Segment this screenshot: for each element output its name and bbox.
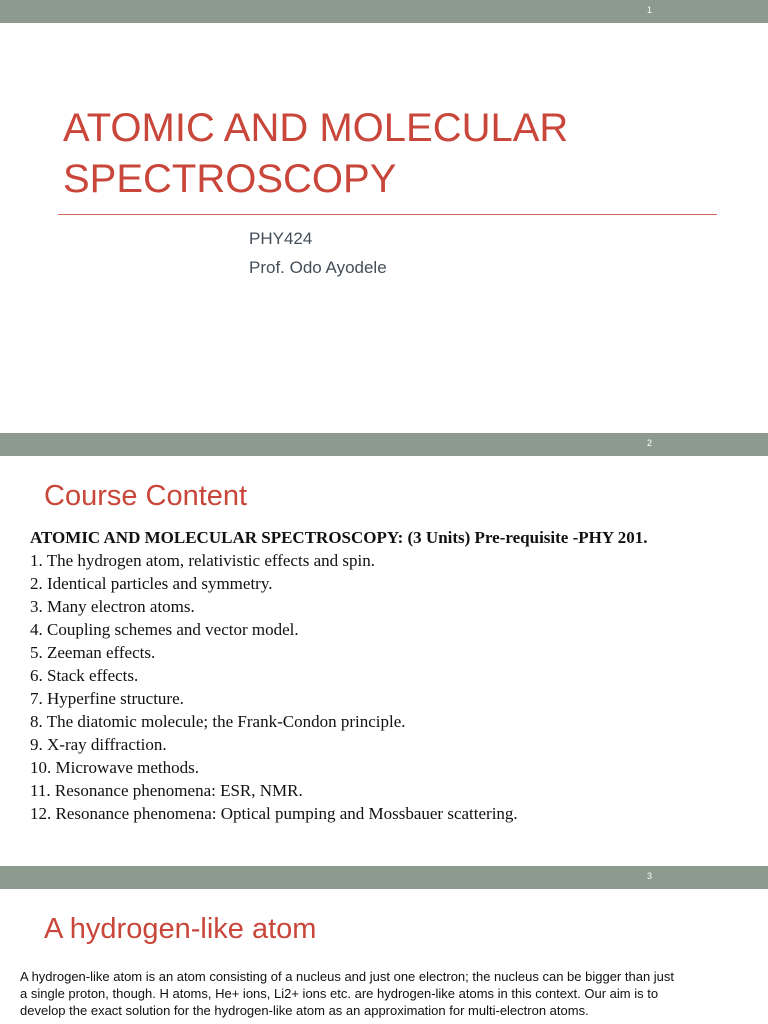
slide-1-title-line-1: ATOMIC AND MOLECULAR bbox=[63, 106, 569, 150]
list-item: 7. Hyperfine structure. bbox=[30, 689, 184, 708]
slide-3-header-bar bbox=[0, 866, 768, 889]
list-item: 11. Resonance phenomena: ESR, NMR. bbox=[30, 781, 303, 800]
list-item: 6. Stack effects. bbox=[30, 666, 139, 685]
list-item: 1. The hydrogen atom, relativistic effects and spin. bbox=[30, 551, 375, 570]
slide-3-paragraph bbox=[20, 968, 755, 1019]
slide-2 bbox=[0, 456, 768, 866]
list-item: 10. Microwave methods. bbox=[30, 758, 200, 777]
slide-2-header-bar bbox=[0, 433, 768, 456]
paragraph-line: A hydrogen-like atom is an atom consisting of a nucleus and just one electron; the nucleus can be bigger than just bbox=[20, 969, 675, 984]
slide-2-title: Course Content bbox=[44, 480, 248, 512]
list-item: 5. Zeeman effects. bbox=[30, 643, 156, 662]
lecturer-name: Prof. Odo Ayodele bbox=[249, 258, 387, 277]
slide-3-title: A hydrogen-like atom bbox=[44, 913, 317, 945]
slide-1-header-bar bbox=[0, 0, 768, 23]
list-item: 2. Identical particles and symmetry. bbox=[30, 574, 273, 593]
slide-2-number: 2 bbox=[646, 438, 652, 448]
slide-3-number: 3 bbox=[646, 871, 652, 881]
slide-1 bbox=[0, 23, 768, 433]
slide-1-number: 1 bbox=[646, 5, 652, 15]
course-content-list bbox=[30, 526, 648, 825]
title-divider bbox=[58, 214, 717, 215]
slide-1-subtitle bbox=[249, 224, 387, 282]
list-item: 12. Resonance phenomena: Optical pumping and Mossbauer scattering. bbox=[30, 804, 518, 823]
course-code: PHY424 bbox=[249, 229, 313, 248]
list-item: 4. Coupling schemes and vector model. bbox=[30, 620, 299, 639]
list-item: 3. Many electron atoms. bbox=[30, 597, 195, 616]
list-item: 8. The diatomic molecule; the Frank-Condon principle. bbox=[30, 712, 406, 731]
course-heading: ATOMIC AND MOLECULAR SPECTROSCOPY: (3 Units) Pre-requisite -PHY 201. bbox=[30, 528, 648, 547]
paragraph-line: develop the exact solution for the hydrogen-like atom as an approximation for multi-electron atoms. bbox=[20, 1003, 589, 1018]
list-item: 9. X-ray diffraction. bbox=[30, 735, 167, 754]
paragraph-line: a single proton, though. H atoms, He+ ions, Li2+ ions etc. are hydrogen-like atoms in this context. Our aim is to bbox=[20, 986, 659, 1001]
slide-1-title-line-2: SPECTROSCOPY bbox=[63, 157, 397, 201]
slide-3 bbox=[0, 889, 768, 1024]
slide-1-title bbox=[63, 103, 723, 205]
